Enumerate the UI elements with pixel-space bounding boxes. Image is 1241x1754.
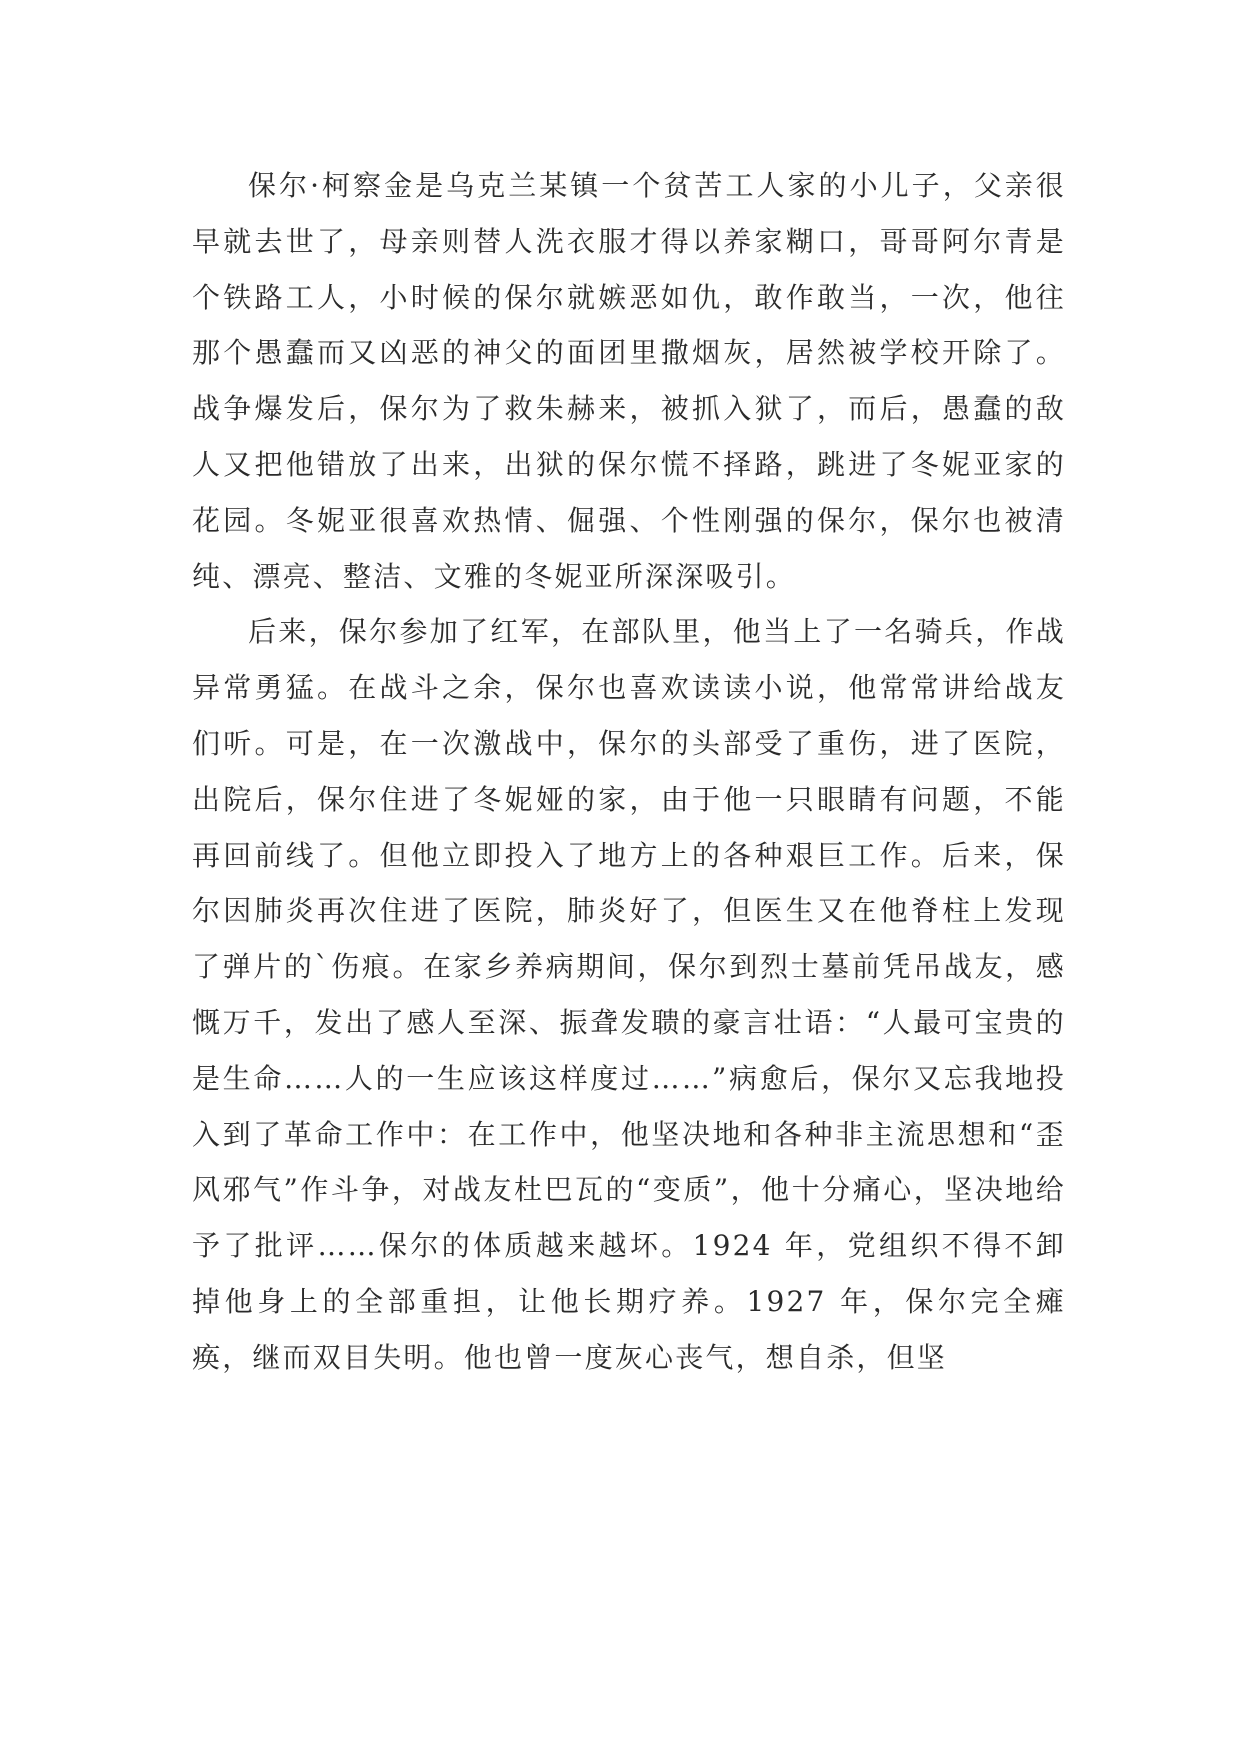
document-body [192, 158, 1066, 1386]
paragraph-1: 保尔·柯察金是乌克兰某镇一个贫苦工人家的小儿子，父亲很早就去世了，母亲则替人洗衣服才得以养家糊口，哥哥阿尔青是个铁路工人，小时候的保尔就嫉恶如仇，敢作敢当，一次，他往那个愚蠢而又凶恶的神父的面团里撒烟灰，居然被学校开除了。战争爆发后，保尔为了救朱赫来，被抓入狱了，而后，愚蠢的敌人又把他错放了出来，出狱的保尔慌不择路，跳进了冬妮亚家的花园。冬妮亚很喜欢热情、倔强、个性刚强的保尔，保尔也被清纯、漂亮、整洁、文雅的冬妮亚所深深吸引。 [192, 169, 1066, 593]
paragraph-2: 后来，保尔参加了红军，在部队里，他当上了一名骑兵，作战异常勇猛。在战斗之余，保尔也喜欢读读小说，他常常讲给战友们听。可是，在一次激战中，保尔的头部受了重伤，进了医院，出院后，保尔住进了冬妮娅的家，由于他一只眼睛有问题，不能再回前线了。但他立即投入了地方上的各种艰巨工作。后来，保尔因肺炎再次住进了医院，肺炎好了，但医生又在他脊柱上发现了弹片的`伤痕。在家乡养病期间，保尔到烈士墓前凭吊战友，感慨万千，发出了感人至深、振聋发聩的豪言壮语：“人最可宝贵的是生命……人的一生应该这样度过……”病愈后，保尔又忘我地投入到了革命工作中：在工作中，他坚决地和各种非主流思想和“歪风邪气”作斗争，对战友杜巴瓦的“变质”，他十分痛心，坚决地给予了批评……保尔的体质越来越坏。1924 年，党组织不得不卸掉他身上的全部重担，让他长期疗养。1927 年，保尔完全瘫痪，继而双目失明。他也曾一度灰心丧气，想自杀，但坚 [192, 615, 1066, 1374]
